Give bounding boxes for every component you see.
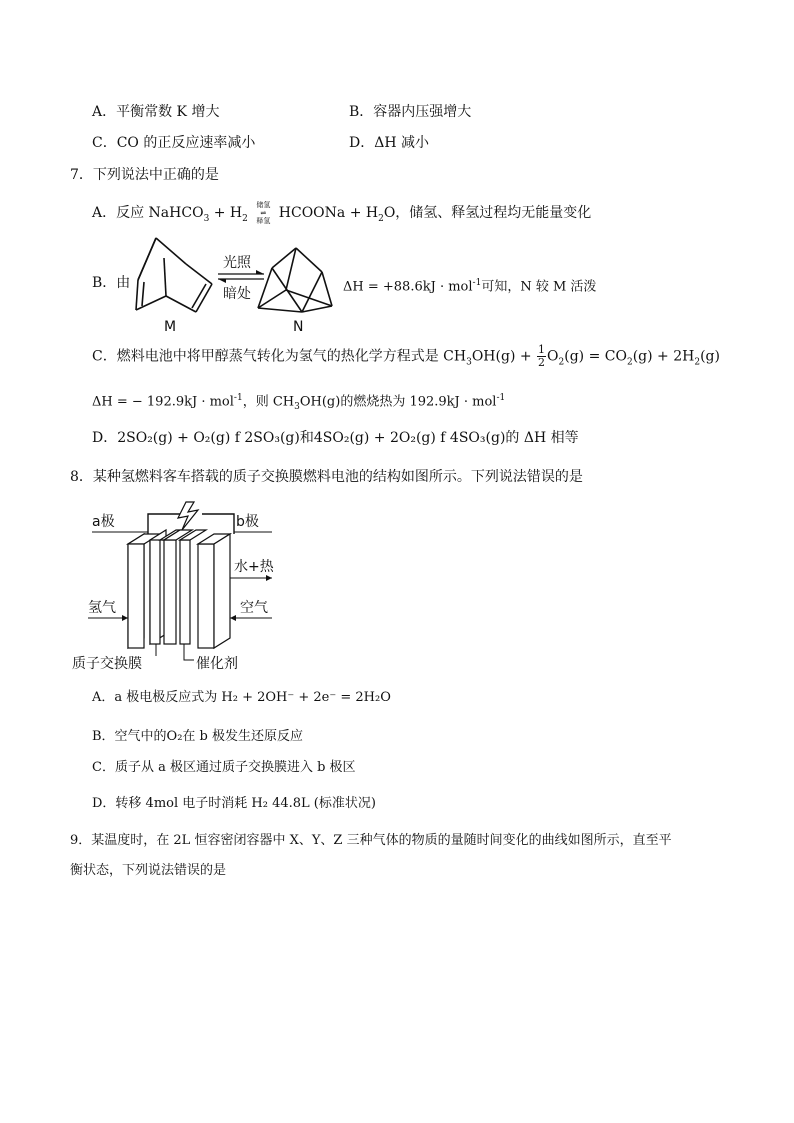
label-n: N (293, 319, 304, 335)
label-water-heat: 水+热 (234, 559, 274, 575)
q7-stem: 7．下列说法中正确的是 (70, 167, 219, 183)
label-m: M (164, 319, 177, 335)
reversible-arrow-icon: 储氢 ⇌ 释氢 (256, 201, 271, 225)
q7-option-d: D．2SO₂(g) + O₂(g) f 2SO₃(g)和4SO₂(g) + 2O₂(g) f 4SO₃(g)的 ΔH 相等 (92, 430, 579, 446)
q9-stem-line2: 衡状态，下列说法错误的是 (70, 863, 227, 878)
q7-option-b-tail: ΔH = +88.6kJ · mol$^{-1}$可知，N 较 M 活泼 (343, 278, 597, 295)
fuel-cell-diagram (72, 496, 284, 674)
lightning-icon (178, 502, 198, 530)
label-catalyst: 催化剂 (196, 656, 238, 672)
q6-option-a: A．平衡常数 K 增大 (92, 104, 220, 120)
q9-stem-line1: 9．某温度时，在 2L 恒容密闭容器中 X、Y、Z 三种气体的物质的量随时间变化的曲线如图所示，直至平 (70, 833, 672, 848)
molecule-diagram (126, 232, 356, 338)
q6-option-b: B．容器内压强增大 (349, 104, 472, 120)
q8-option-b: B．空气中的O₂在 b 极发生还原反应 (92, 729, 304, 744)
q7-option-c-line1: C．燃料电池中将甲醇蒸气转化为氢气的热化学方程式是 $CH_3OH(g)$ + $\frac{1}{2}$ $O_2(g) = CO_2(g) + 2H_2(g)$ (92, 343, 720, 369)
q6-option-d: D．ΔH 减小 (349, 135, 429, 151)
label-membrane: 质子交换膜 (72, 656, 142, 672)
q8-stem: 8．某种氢燃料客车搭载的质子交换膜燃料电池的结构如图所示。下列说法错误的是 (70, 469, 583, 485)
q7-option-c-line2: ΔH = − 192.9kJ · mol$^{-1}$，则 $CH_3OH(g)$的燃烧热为 192.9kJ · mol$^{-1}$ (92, 393, 506, 412)
arrow-top-label: 光照 (223, 255, 251, 271)
fraction-one-half: $\frac{1}{2}$ (538, 343, 546, 369)
label-a-pole: a极 (92, 514, 115, 530)
q6-option-c: C．CO 的正反应速率减小 (92, 135, 256, 151)
arrow-bottom-label: 暗处 (223, 286, 251, 302)
molecule-m (136, 238, 212, 312)
q7-option-a: A．反应 NaHCO$_3$ + $H_2$ 储氢 ⇌ 释氢 HCOONa + $H_2O$，储氢、释氢过程均无能量变化 (92, 201, 592, 225)
label-hydrogen: 氢气 (88, 600, 116, 616)
q8-option-a: A．a 极电极反应式为 H₂ + 2OH⁻ + 2e⁻ = 2H₂O (92, 690, 391, 705)
q8-option-d: D．转移 4mol 电子时消耗 H₂ 44.8L (标准状况) (92, 796, 376, 811)
q7-option-b-label: B．由 (92, 275, 131, 291)
label-b-pole: b极 (236, 514, 259, 530)
label-air: 空气 (240, 600, 268, 616)
q8-option-c: C．质子从 a 极区通过质子交换膜进入 b 极区 (92, 760, 356, 775)
molecule-n (258, 248, 332, 312)
